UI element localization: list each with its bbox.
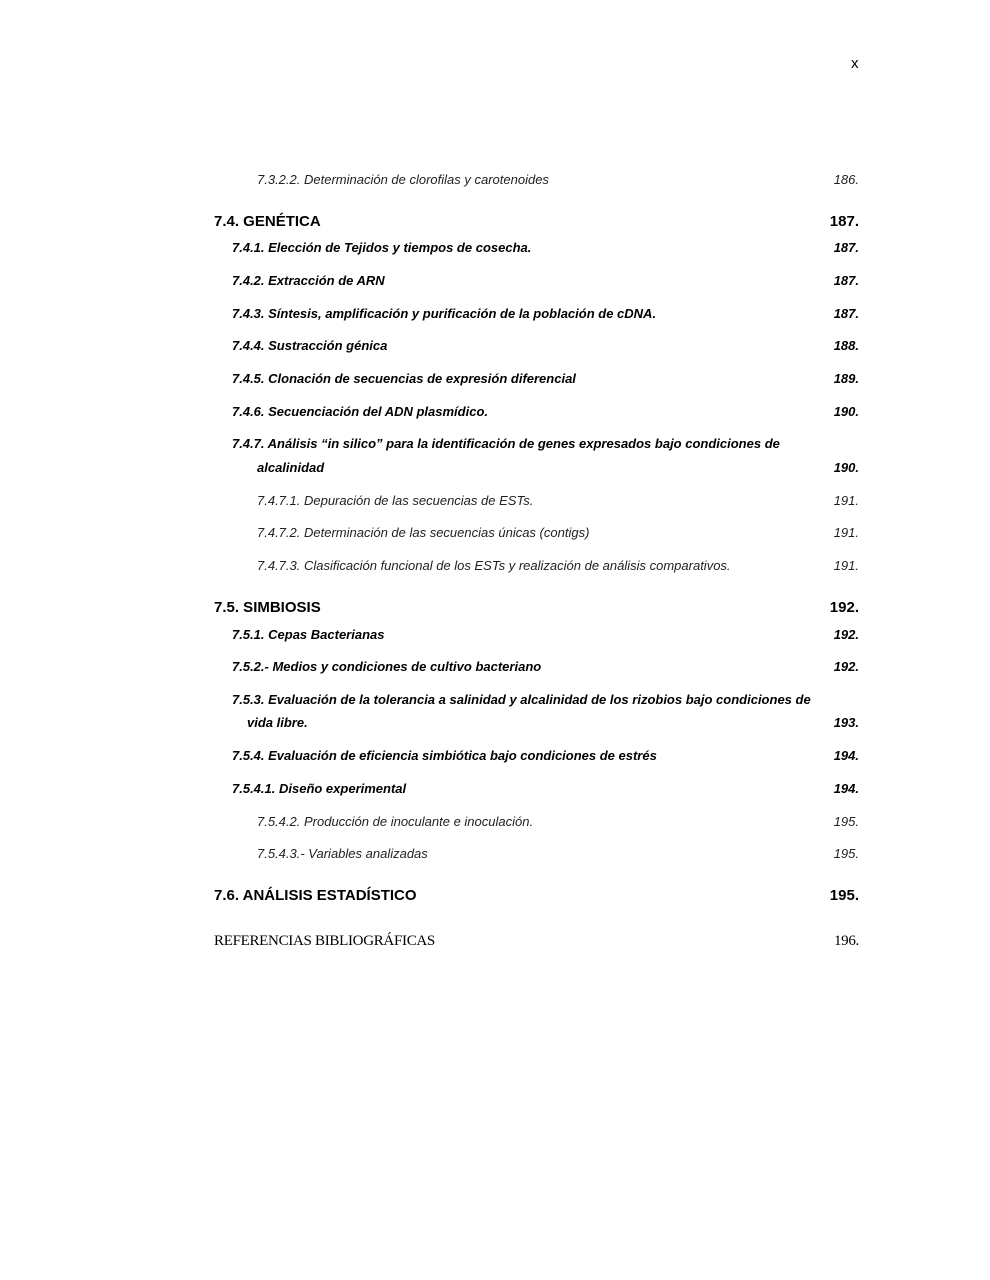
toc-entry-title: 7.5.1. Cepas Bacterianas — [232, 627, 385, 642]
toc-entry-page: 187. — [833, 306, 859, 321]
toc-entry-page: 195. — [829, 887, 859, 904]
toc-entry-title: 7.5.4.3.- Variables analizadas — [257, 846, 428, 861]
toc-entry-page: 191. — [833, 558, 859, 573]
toc-entry-continuation — [0, 714, 859, 732]
toc-entry-title-continued: alcalinidad — [257, 460, 325, 475]
toc-entry-title: 7.4.7. Análisis “in silico” para la identificación de genes expresados bajo condiciones de — [232, 436, 780, 451]
toc-entry-page: 193. — [833, 715, 859, 730]
toc-entry-title: 7.4.4. Sustracción génica — [232, 338, 388, 353]
toc-entry — [0, 239, 859, 257]
toc-entry — [0, 747, 859, 765]
toc-entry-page: 192. — [829, 599, 859, 616]
toc-entry-title: 7.4.1. Elección de Tejidos y tiempos de cosecha. — [232, 240, 532, 255]
toc-section — [0, 213, 859, 231]
toc-entry-page: 194. — [833, 748, 859, 763]
toc-section-references — [0, 932, 859, 950]
toc-entry-page: 194. — [833, 781, 859, 796]
toc-entry-title: 7.5.4. Evaluación de eficiencia simbiótica bajo condiciones de estrés — [232, 748, 657, 763]
toc-entry-title: 7.4.3. Síntesis, amplificación y purificación de la población de cDNA. — [232, 306, 657, 321]
toc-entry — [0, 272, 859, 290]
toc-entry — [0, 557, 859, 575]
toc-entry-page: 187. — [829, 213, 859, 230]
toc-entry — [0, 337, 859, 355]
toc-entry-title: 7.4.7.3. Clasificación funcional de los ESTs y realización de análisis comparativos. — [257, 558, 731, 573]
toc-entry — [0, 492, 859, 510]
toc-entry-page: 196. — [833, 933, 859, 949]
toc-entry — [0, 370, 859, 388]
toc-section — [0, 599, 859, 617]
toc-entry — [0, 658, 859, 676]
toc-entry — [0, 813, 859, 831]
toc-entry — [0, 171, 859, 189]
toc-entry-title: 7.5.2.- Medios y condiciones de cultivo bacteriano — [232, 659, 542, 674]
toc-entry — [0, 845, 859, 863]
toc-entry-title: 7.5.3. Evaluación de la tolerancia a salinidad y alcalinidad de los rizobios bajo condiciones de — [232, 692, 811, 707]
toc-entry-page: 192. — [833, 659, 859, 674]
toc-entry-page: 189. — [833, 371, 859, 386]
toc-entry-page: 191. — [833, 525, 859, 540]
toc-entry-title: 7.4.5. Clonación de secuencias de expresión diferencial — [232, 371, 576, 386]
toc-entry-title: 7.3.2.2. Determinación de clorofilas y carotenoides — [257, 172, 549, 187]
toc-section-title: REFERENCIAS BIBLIOGRÁFICAS — [214, 933, 435, 949]
toc-section — [0, 887, 859, 905]
toc-entry — [0, 435, 859, 453]
toc-entry-title: 7.5.4.2. Producción de inoculante e inoculación. — [257, 814, 534, 829]
toc-entry-title: 7.4.7.2. Determinación de las secuencias únicas (contigs) — [257, 525, 590, 540]
roman-page-number: x — [851, 55, 859, 72]
toc-entry — [0, 780, 859, 798]
toc-entry-page: 190. — [833, 404, 859, 419]
toc-entry-title-continued: vida libre. — [247, 715, 308, 730]
toc-section-title: 7.4. GENÉTICA — [214, 213, 321, 230]
toc-entry — [0, 403, 859, 421]
toc-entry-page: 195. — [833, 814, 859, 829]
toc-entry-page: 187. — [833, 240, 859, 255]
toc-entry-continuation — [0, 459, 859, 477]
toc-entry — [0, 626, 859, 644]
toc-entry-page: 195. — [833, 846, 859, 861]
toc-section-title: 7.6. ANÁLISIS ESTADÍSTICO — [214, 887, 417, 904]
toc-entry-page: 191. — [833, 493, 859, 508]
toc-entry — [0, 691, 859, 709]
toc-entry-page: 188. — [833, 338, 859, 353]
toc-entry-page: 187. — [833, 273, 859, 288]
toc-entry-page: 192. — [833, 627, 859, 642]
toc-entry-page: 190. — [833, 460, 859, 475]
toc-entry-page: 186. — [833, 172, 859, 187]
toc-entry — [0, 305, 859, 323]
toc-entry-title: 7.4.2. Extracción de ARN — [232, 273, 385, 288]
toc-entry-title: 7.4.7.1. Depuración de las secuencias de ESTs. — [257, 493, 534, 508]
toc-section-title: 7.5. SIMBIOSIS — [214, 599, 321, 616]
toc-entry — [0, 524, 859, 542]
toc-entry-title: 7.4.6. Secuenciación del ADN plasmídico. — [232, 404, 488, 419]
toc-entry-title: 7.5.4.1. Diseño experimental — [232, 781, 407, 796]
